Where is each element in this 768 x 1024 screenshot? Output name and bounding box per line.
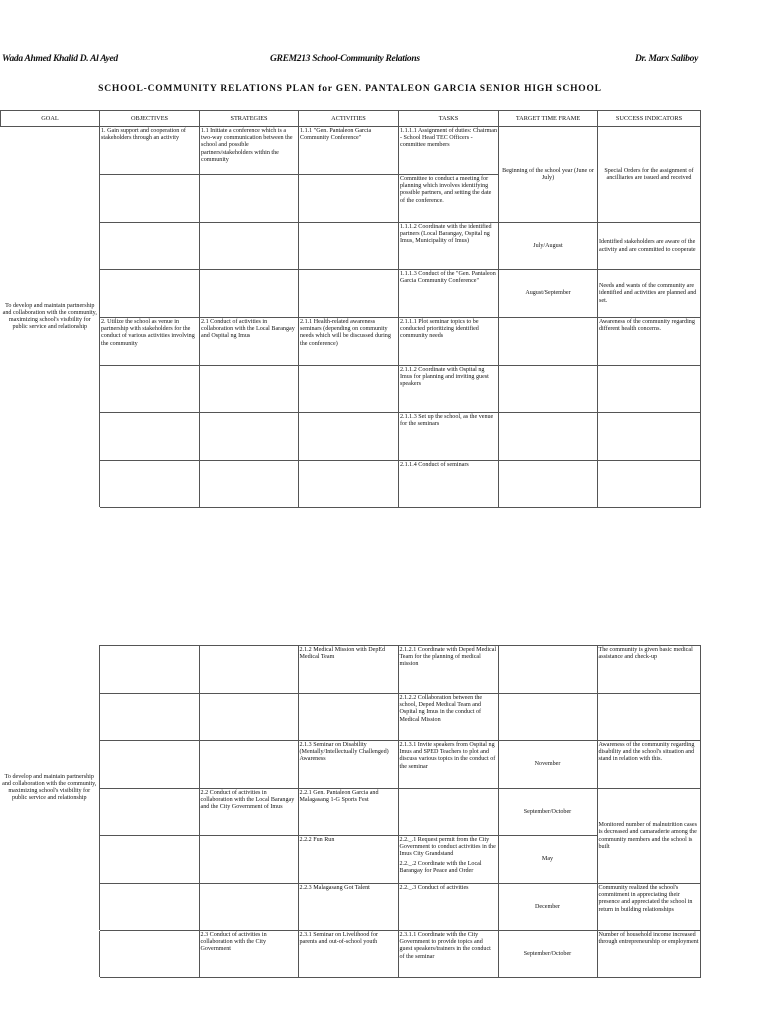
task-cell: 2.1.2.2 Collaboration between the school, Deped Medical Team and Ospital ng Imus in the conduct of Medical Mission bbox=[398, 694, 498, 741]
empty-cell bbox=[100, 270, 200, 318]
empty-cell bbox=[598, 413, 701, 461]
task-cell: 2.1.1.2 Coordinate with Ospital ng Imus for planning and inviting guest speakers bbox=[399, 366, 499, 413]
task-cell: Committee to conduct a meeting for planning which involves identifying possible partners, and setting the date of the conference. bbox=[399, 175, 499, 223]
activity-cell: 2.1.3 Seminar on Disability (Mentally/Intellectually Challenged) Awareness bbox=[298, 741, 398, 789]
task-cell: 1.1.1.3 Conduct of the "Gen. Pantaleon Garcia Community Conference" bbox=[399, 270, 499, 318]
task-cell bbox=[399, 127, 499, 175]
indicator-cell: Community realized the school's commitment in appreciating their presence and appreciated the school in return in building relationships bbox=[597, 884, 700, 931]
empty-cell bbox=[99, 741, 199, 789]
indicator-cell: Special Orders for the assignment of ancilliaries are issued and received bbox=[598, 127, 701, 223]
empty-cell bbox=[200, 175, 299, 223]
activity-cell: 2.1.1 Health-related awareness seminars (depending on community needs which will be discussed during the conference) bbox=[299, 318, 399, 366]
strategy-cell: 2.3 Conduct of activities in collaboration with the City Government bbox=[199, 931, 298, 978]
task-cell: 2.2._.3 Conduct of activities bbox=[398, 884, 498, 931]
task-text: 2.2._.2 Coordinate with the Local Barangay for Peace and Order bbox=[399, 860, 482, 874]
empty-cell bbox=[200, 270, 299, 318]
table-row bbox=[1, 413, 701, 461]
empty-cell bbox=[499, 366, 598, 413]
empty-cell bbox=[398, 789, 498, 836]
task-cell: 2.1.1.4 Conduct of seminars bbox=[399, 461, 499, 508]
empty-cell bbox=[299, 175, 399, 223]
task-cell: 2.1.3.1 Invite speakers from Ospital ng Imus and SPED Teachers to plot and discuss various topics in the conduct of the seminar bbox=[398, 741, 498, 789]
instructor-name: Dr. Marx Saliboy bbox=[634, 54, 698, 64]
table-row bbox=[0, 646, 700, 694]
table-row bbox=[1, 223, 701, 270]
empty-cell bbox=[200, 366, 299, 413]
empty-cell bbox=[498, 646, 597, 694]
col-header-success-indicators: SUCCESS INDICATORS bbox=[598, 111, 701, 127]
author-name: Wada Ahmed Khalid D. Al Ayed bbox=[2, 54, 118, 64]
task-cell: 2.3.1.1 Coordinate with the City Government to provide topics and guest speakers/trainers in the conduct of the seminar bbox=[398, 931, 498, 978]
empty-cell bbox=[99, 884, 199, 931]
indicator-cell: Number of household income increased through entrepreneurship or employment bbox=[597, 931, 700, 978]
time-frame-cell: November bbox=[498, 741, 597, 789]
empty-cell bbox=[99, 646, 199, 694]
task-cell: 2.1.1.3 Set up the school, as the venue for the seminars bbox=[399, 413, 499, 461]
empty-cell bbox=[200, 461, 299, 508]
task-cell: 2.1.1.1 Plot seminar topics to be conducted prioritizing identified community needs bbox=[399, 318, 499, 366]
indicator-cell: Awareness of the community regarding different health concerns. bbox=[598, 318, 701, 366]
empty-cell bbox=[100, 461, 200, 508]
empty-cell bbox=[0, 931, 99, 978]
task-cell: 1.1.1.2 Coordinate with the identified partners (Local Barangay, Ospital ng Imus, Municipality of Imus) bbox=[399, 223, 499, 270]
task-text: 2.2._.1 Request permit from the City Government to conduct activities in the Imus City Grandstand bbox=[399, 837, 496, 858]
indicator-cell: Identified stakeholders are aware of the activity and are committed to cooperate bbox=[598, 223, 701, 270]
empty-cell bbox=[299, 223, 399, 270]
empty-cell bbox=[298, 694, 398, 741]
time-frame-cell: May bbox=[498, 836, 597, 884]
activity-cell: 2.3.1 Seminar on Livelihood for parents and out-of-school youth bbox=[298, 931, 398, 978]
indicator-cell: Needs and wants of the community are identified and activities are planned and set. bbox=[598, 270, 701, 318]
plan-table-page-2 bbox=[0, 645, 701, 978]
empty-cell bbox=[200, 413, 299, 461]
time-frame-cell: September/October bbox=[498, 789, 597, 836]
goal-cell: To develop and maintain partnership and collaboration with the community, maximizing school's visibility for public service and relationship bbox=[1, 127, 100, 508]
empty-cell bbox=[100, 223, 200, 270]
empty-cell bbox=[100, 175, 200, 223]
plan-table-page-1 bbox=[0, 110, 701, 508]
activity-cell: 2.2.2 Fun Run bbox=[298, 836, 398, 884]
goal-cell: To develop and maintain partnership and collaboration with the community, maximizing school's visibility for public service and relationship bbox=[0, 646, 99, 931]
activity-cell: 1.1.1 "Gen. Pantaleon Garcia Community Conference" bbox=[299, 127, 399, 175]
task-cell: 2.1.2.1 Coordinate with Deped Medical Team for the planning of medical mission bbox=[398, 646, 498, 694]
empty-cell bbox=[199, 884, 298, 931]
empty-cell bbox=[299, 270, 399, 318]
col-header-activities: ACTIVITIES bbox=[299, 111, 399, 127]
empty-cell bbox=[99, 694, 199, 741]
table-row bbox=[0, 836, 700, 884]
table-row bbox=[0, 694, 700, 741]
table-row bbox=[0, 931, 700, 978]
time-frame-cell: Beginning of the school year (June or July) bbox=[499, 127, 598, 223]
empty-cell bbox=[499, 461, 598, 508]
activity-cell: 2.2.3 Malagasang Got Talent bbox=[298, 884, 398, 931]
indicator-cell: The community is given basic medical assistance and check-up bbox=[597, 646, 700, 694]
col-header-strategies: STRATEGIES bbox=[200, 111, 299, 127]
empty-cell bbox=[499, 413, 598, 461]
table-row bbox=[1, 366, 701, 413]
table-row bbox=[0, 741, 700, 789]
empty-cell bbox=[200, 223, 299, 270]
course-title: GREM213 School-Community Relations bbox=[270, 54, 420, 64]
empty-cell bbox=[99, 789, 199, 836]
empty-cell bbox=[598, 461, 701, 508]
col-header-time-frame: TARGET TIME FRAME bbox=[499, 111, 598, 127]
empty-cell bbox=[99, 836, 199, 884]
col-header-goal: GOAL bbox=[1, 111, 100, 127]
empty-cell bbox=[199, 741, 298, 789]
objective-cell: 2. Utilize the school as venue in partnership with stakeholders for the conduct of various activities involving the community bbox=[100, 318, 200, 366]
time-frame-cell: August/September bbox=[499, 270, 598, 318]
empty-cell bbox=[597, 694, 700, 741]
empty-cell bbox=[100, 413, 200, 461]
time-frame-cell: September/October bbox=[498, 931, 597, 978]
table-row bbox=[0, 884, 700, 931]
empty-cell bbox=[498, 694, 597, 741]
strategy-cell: 2.2 Conduct of activities in collaboration with the Local Barangay and the City Government of Imus bbox=[199, 789, 298, 836]
empty-cell bbox=[598, 366, 701, 413]
empty-cell bbox=[99, 931, 199, 978]
table-row bbox=[1, 127, 701, 175]
empty-cell bbox=[299, 461, 399, 508]
col-header-tasks: TASKS bbox=[399, 111, 499, 127]
indicator-cell: Monitored number of malnutrition cases is decreased and camaraderie among the community members and the school is built bbox=[597, 789, 700, 884]
col-header-objectives: OBJECTIVES bbox=[100, 111, 200, 127]
empty-cell bbox=[100, 366, 200, 413]
table-row bbox=[1, 318, 701, 366]
strategy-cell: 2.1 Conduct of activities in collaboration with the Local Barangay and Ospital ng Imus bbox=[200, 318, 299, 366]
empty-cell bbox=[299, 366, 399, 413]
activity-cell: 2.2.1 Gen. Pantaleon Garcia and Malagasang 1-G Sports Fest bbox=[298, 789, 398, 836]
table-row bbox=[0, 789, 700, 836]
empty-cell bbox=[199, 646, 298, 694]
objective-cell: 1. Gain support and cooperation of stakeholders through an activity bbox=[100, 127, 200, 175]
table-row bbox=[1, 270, 701, 318]
activity-cell: 2.1.2 Medical Mission with DepEd Medical Team bbox=[298, 646, 398, 694]
task-text: 1.1.1.1 Assignment of duties: Chairman - School Head TEC Officers - committee members bbox=[400, 128, 497, 149]
table-header-row bbox=[1, 111, 701, 127]
time-frame-cell: July/August bbox=[499, 223, 598, 270]
empty-cell bbox=[499, 318, 598, 366]
empty-cell bbox=[299, 413, 399, 461]
indicator-cell: Awareness of the community regarding disability and the school's situation and stand in relation with this. bbox=[597, 741, 700, 789]
empty-cell bbox=[199, 694, 298, 741]
page-title: SCHOOL-COMMUNITY RELATIONS PLAN for GEN. PANTALEON GARCIA SENIOR HIGH SCHOOL bbox=[98, 84, 602, 94]
time-frame-cell: December bbox=[498, 884, 597, 931]
strategy-cell: 1.1 Initiate a conference which is a two-way communication between the school and possible partners/stakeholders within the community bbox=[200, 127, 299, 175]
empty-cell bbox=[199, 836, 298, 884]
task-cell bbox=[398, 836, 498, 884]
table-row bbox=[1, 461, 701, 508]
